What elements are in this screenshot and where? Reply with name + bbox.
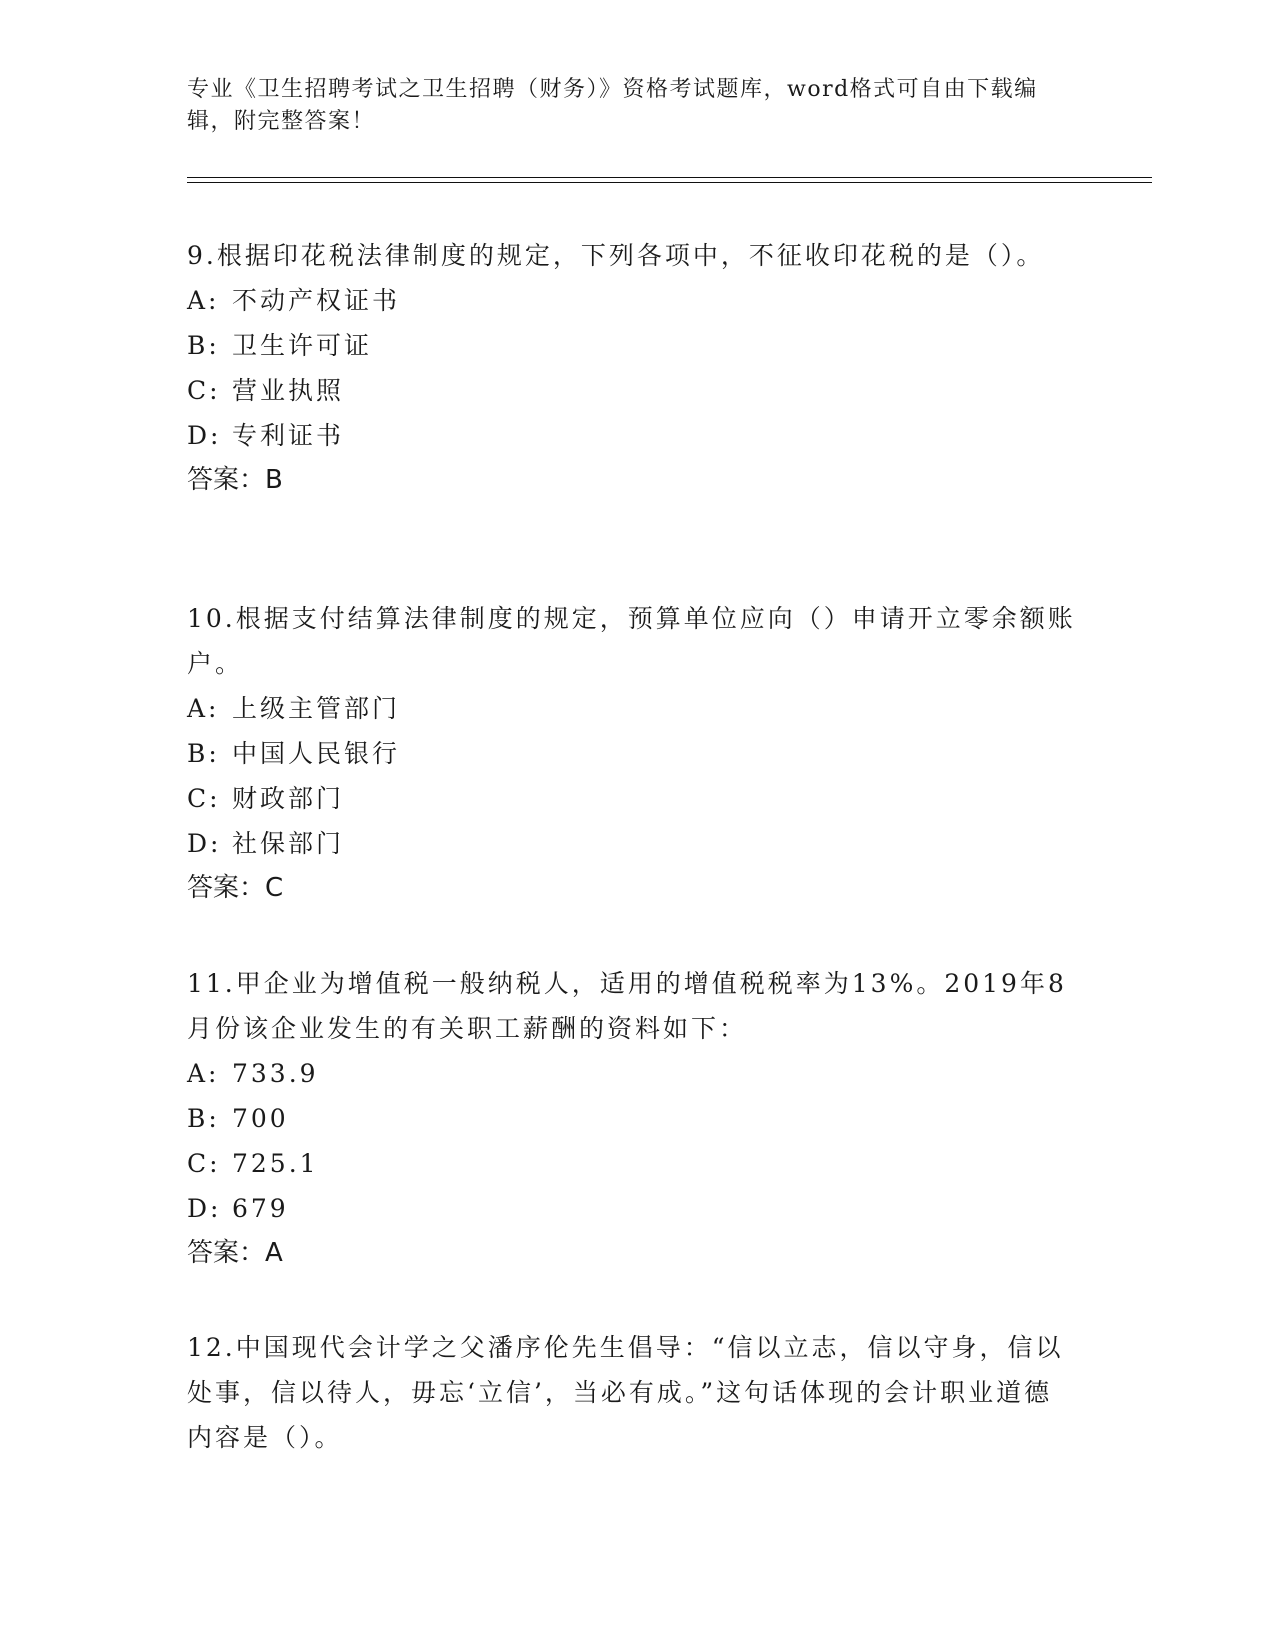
option-letter: C: xyxy=(187,376,221,405)
option-letter: A: xyxy=(187,694,220,723)
option-text: 营业执照 xyxy=(232,376,345,405)
option-text: 卫生许可证 xyxy=(232,331,373,360)
option-letter: A: xyxy=(187,1059,220,1088)
answer-label: 答案：C xyxy=(187,873,284,903)
document-intro: 专业《卫生招聘考试之卫生招聘（财务）》资格考试题库，word格式可自由下载编辑，附完整答案！ xyxy=(187,77,1038,134)
option-b xyxy=(187,323,1077,368)
option-letter: B: xyxy=(187,1104,220,1133)
answer-label: 答案：B xyxy=(187,465,283,495)
option-c xyxy=(187,1141,1077,1186)
option-letter: C: xyxy=(187,1149,221,1178)
option-text: 679 xyxy=(232,1194,289,1223)
question-9 xyxy=(187,233,1077,503)
option-text: 上级主管部门 xyxy=(232,694,401,723)
option-text: 不动产权证书 xyxy=(232,286,401,315)
option-letter: D: xyxy=(187,421,222,450)
option-text: 社保部门 xyxy=(232,829,345,858)
option-a xyxy=(187,686,1077,731)
header-divider-secondary xyxy=(187,182,1152,183)
option-letter: A: xyxy=(187,286,220,315)
option-d xyxy=(187,413,1077,458)
option-c xyxy=(187,368,1077,413)
question-12 xyxy=(187,1325,1077,1460)
question-stem: 11.甲企业为增值税一般纳税人，适用的增值税税率为13%。2019年8月份该企业发生的有关职工薪酬的资料如下： xyxy=(187,969,1067,1043)
option-text: 733.9 xyxy=(232,1059,319,1088)
header-divider xyxy=(187,177,1152,178)
question-11 xyxy=(187,961,1077,1276)
answer-label: 答案：A xyxy=(187,1238,283,1268)
option-letter: D: xyxy=(187,1194,222,1223)
option-text: 700 xyxy=(232,1104,289,1133)
option-d xyxy=(187,821,1077,866)
option-text: 725.1 xyxy=(232,1149,319,1178)
option-text: 财政部门 xyxy=(232,784,345,813)
option-b xyxy=(187,731,1077,776)
question-10 xyxy=(187,596,1077,911)
option-text: 专利证书 xyxy=(232,421,345,450)
option-text: 中国人民银行 xyxy=(232,739,401,768)
option-letter: D: xyxy=(187,829,222,858)
question-stem: 9.根据印花税法律制度的规定，下列各项中，不征收印花税的是（）。 xyxy=(187,241,1045,270)
question-stem: 10.根据支付结算法律制度的规定，预算单位应向（）申请开立零余额账户。 xyxy=(187,604,1076,678)
option-letter: B: xyxy=(187,739,220,768)
question-stem: 12.中国现代会计学之父潘序伦先生倡导：“信以立志，信以守身，信以处事，信以待人，毋忘‘立信’，当必有成。”这句话体现的会计职业道德内容是（）。 xyxy=(187,1333,1064,1452)
option-a xyxy=(187,1051,1077,1096)
option-d xyxy=(187,1186,1077,1231)
option-c xyxy=(187,776,1077,821)
option-letter: C: xyxy=(187,784,221,813)
option-letter: B: xyxy=(187,331,220,360)
option-b xyxy=(187,1096,1077,1141)
option-a xyxy=(187,278,1077,323)
